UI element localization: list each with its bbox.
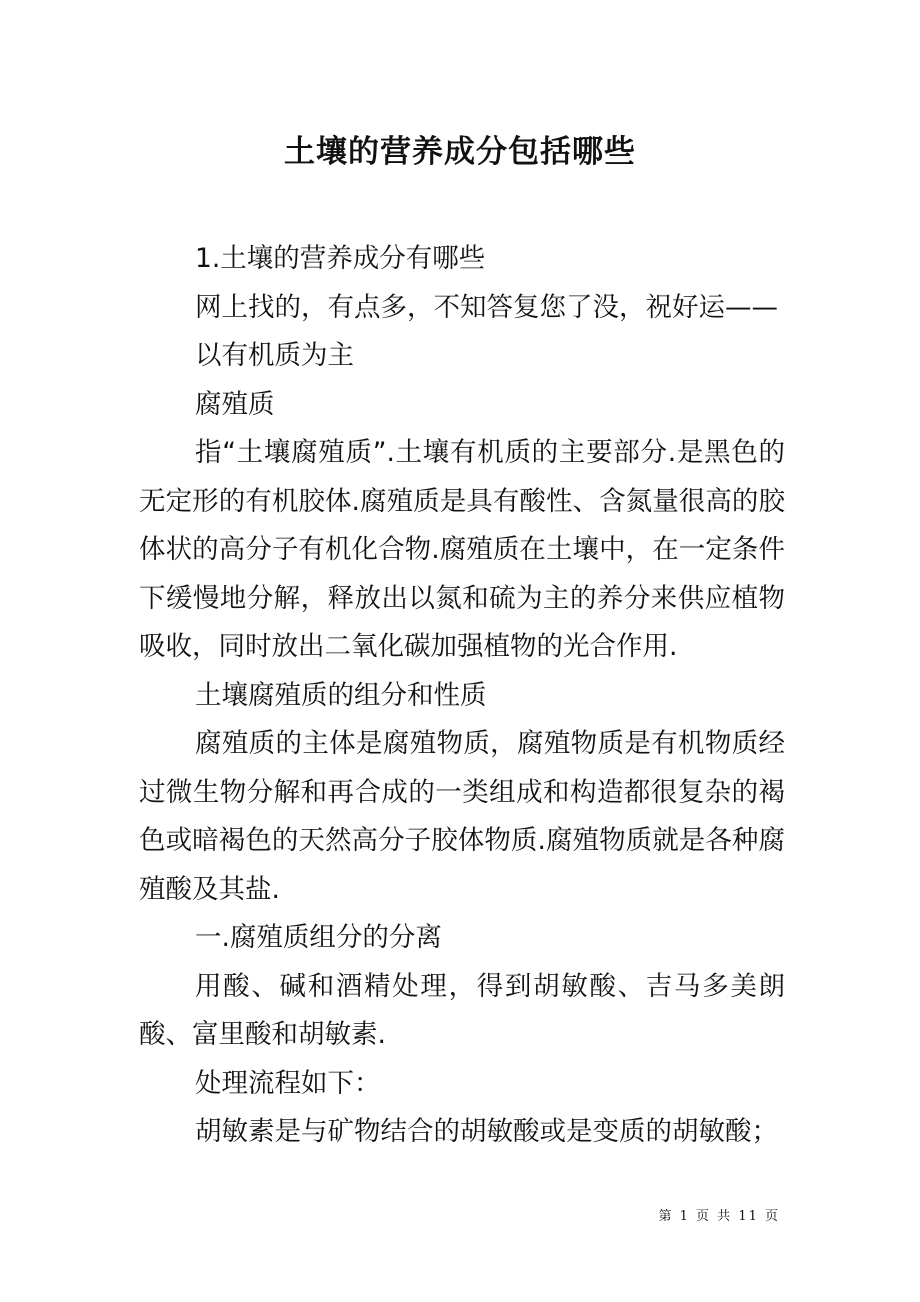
- paragraph-process-flow: 处理流程如下：: [195, 1067, 381, 1099]
- page-footer: 第 1 页 共 11 页: [658, 1209, 780, 1224]
- document-title: 土壤的营养成分包括哪些: [284, 134, 636, 170]
- paragraph-humus: 腐殖质: [195, 388, 275, 420]
- paragraph-separation-heading: 一.腐殖质组分的分离: [195, 922, 442, 953]
- paragraph-humin: 胡敏素是与矿物结合的胡敏酸或是变质的胡敏酸；: [195, 1116, 778, 1147]
- paragraph-heading-1: 1.土壤的营养成分有哪些: [195, 243, 486, 274]
- paragraph-separation-method: 用酸、碱和酒精处理，得到胡敏酸、吉马多美朗酸、富里酸和胡敏素.: [139, 970, 785, 1050]
- paragraph-organic-matter: 以有机质为主: [195, 340, 354, 371]
- paragraph-humus-definition: 指“土壤腐殖质”.土壤有机质的主要部分.是黑色的无定形的有机胶体.腐殖质是具有酸性、含氮量很高的胶体状的高分子有机化合物.腐殖质在土壤中，在一定条件下缓慢地分解，释放出以氮和硫为主的养分来供应植物吸收，同时放出二氧化碳加强植物的光合作用.: [139, 437, 785, 662]
- paragraph-humus-substance: 腐殖质的主体是腐殖物质，腐殖物质是有机物质经过微生物分解和再合成的一类组成和构造都很复杂的褐色或暗褐色的天然高分子胶体物质.腐殖物质就是各种腐殖酸及其盐.: [139, 728, 785, 905]
- paragraph-humus-components-heading: 土壤腐殖质的组分和性质: [195, 679, 487, 711]
- paragraph-intro: 网上找的，有点多，不知答复您了没，祝好运——: [195, 291, 778, 323]
- document-body: [139, 235, 785, 1157]
